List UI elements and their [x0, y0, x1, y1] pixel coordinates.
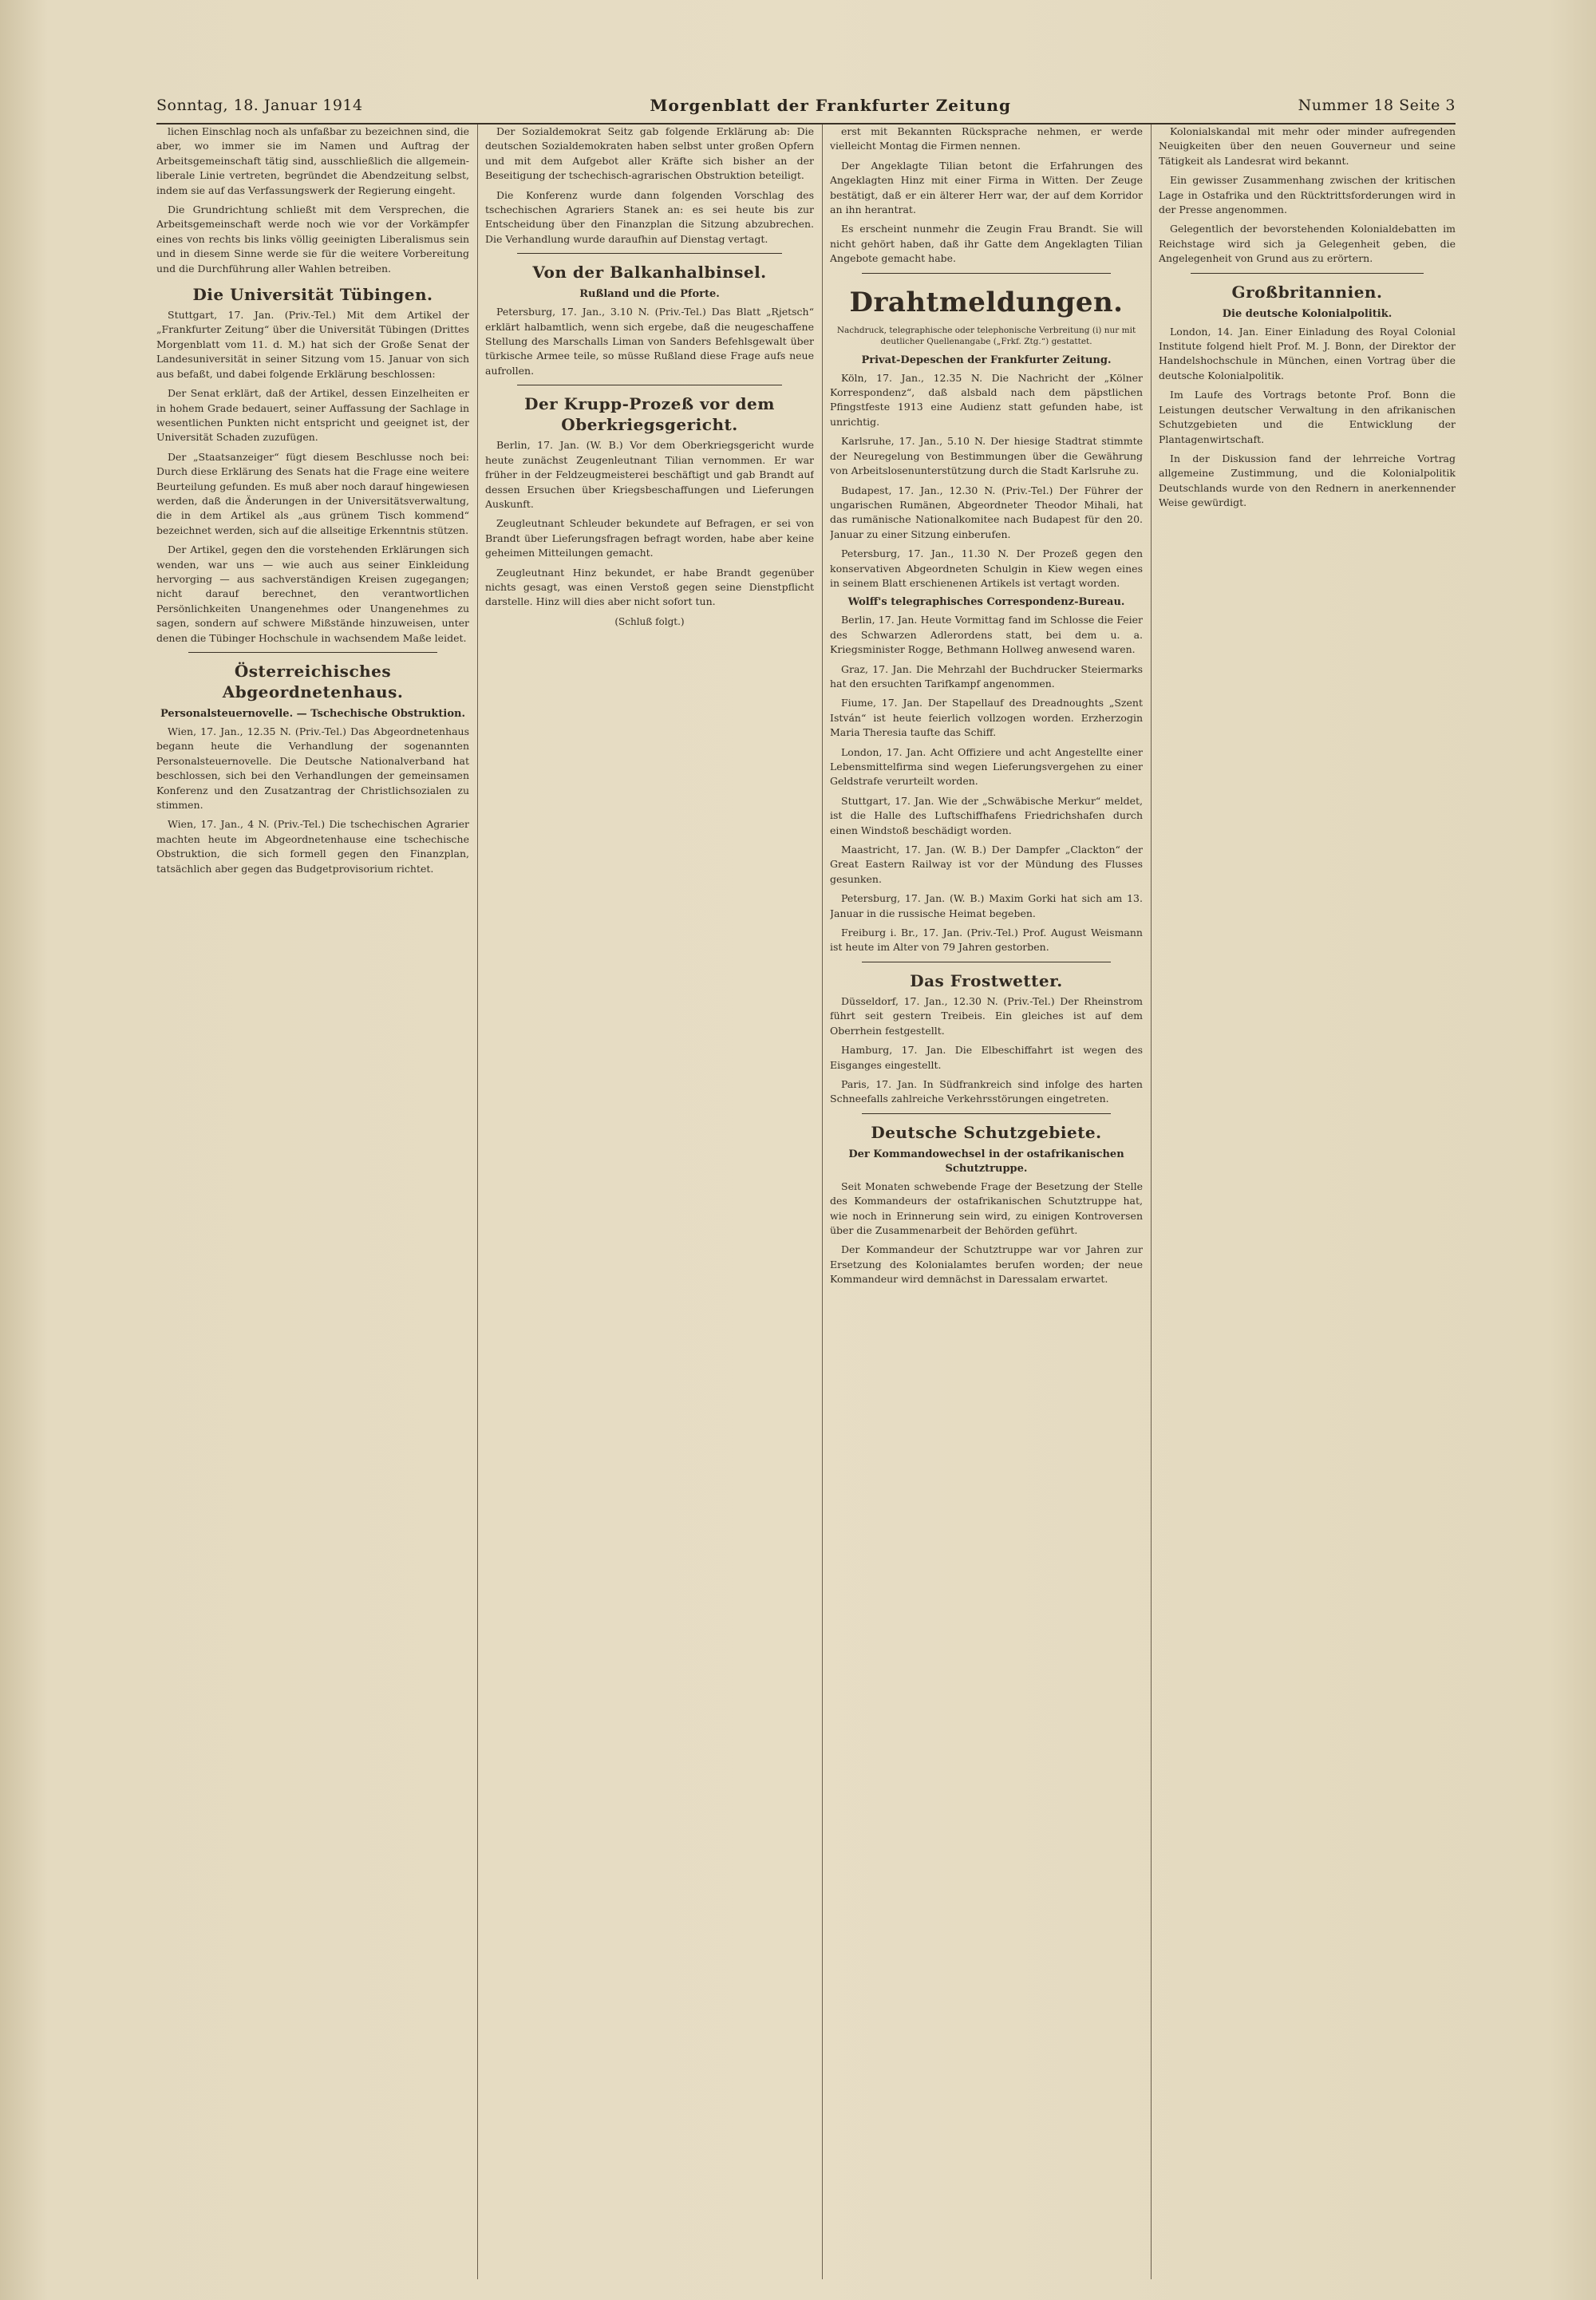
- subheadline: Personalsteuernovelle. — Tschechische Obstruktion.: [160, 708, 466, 720]
- paragraph: Köln, 17. Jan., 12.35 N. Die Nachricht der „Kölner Korrespondenz“, daß alsbald nach dem päpstlichen Pfingstfeste 1913 eine Audienz statt gefunden habe, ist unrichtig.: [830, 371, 1143, 428]
- headline-abgeordnetenhaus: Österreichisches Abgeordnetenhaus.: [222, 662, 404, 701]
- paragraph: Die Konferenz wurde dann folgenden Vorschlag des tschechischen Agrariers Stanek an: es sei heute bis zur Entscheidung über den Finanzplan die Sitzung abzubrechen. Die Verhandlung wurde daraufhin auf Dienstag vertagt.: [485, 188, 814, 245]
- page-header: [156, 89, 1456, 121]
- paragraph: Zeugleutnant Hinz bekundet, er habe Brandt gegenüber nichts gesagt, was einen Verstoß gegen seine Dienstpflicht darstelle. Hinz will dies aber nicht sofort tun.: [485, 566, 814, 608]
- header-date: Sonntag, 18. Januar 1914: [156, 97, 363, 114]
- divider: [188, 652, 437, 653]
- subheadline: Der Kommandowechsel in der ostafrikanischen Schutztruppe.: [848, 1148, 1124, 1175]
- paragraph: Wien, 17. Jan., 4 N. (Priv.-Tel.) Die tschechischen Agrarier machten heute im Abgeordnetenhause eine tschechische Obstruktion, die sich formell gegen den Finanzplan, tatsächlich aber gegen das Budgetprovisorium richtet.: [156, 818, 469, 875]
- paragraph: Maastricht, 17. Jan. (W. B.) Der Dampfer „Clackton“ der Great Eastern Railway ist vor der Mündung des Flusses gesunken.: [830, 844, 1143, 885]
- paragraph: Der Artikel, gegen den die vorstehenden Erklärungen sich wenden, war uns — wie auch aus seiner Einkleidung hervorging — aus sachverständigen Kreisen zugegangen; nicht darauf berechnet, den verantwortlichen Persönlichkeiten Unangenehmes oder Unangenehmes zu sagen, sondern auf schwere Mißstände hinzuweisen, unter denen die Tübinger Hochschule in wachsendem Maße leidet.: [156, 543, 469, 644]
- paragraph: Budapest, 17. Jan., 12.30 N. (Priv.-Tel.) Der Führer der ungarischen Rumänen, Abgeordneter Theodor Mihali, hat das rumänische Nationalkomitee nach Budapest für den 20. Januar zu einer Sitzung einberufen.: [830, 484, 1143, 540]
- continuation-note: (Schluß folgt.): [614, 615, 685, 627]
- column-1: [156, 124, 469, 2279]
- divider: [517, 253, 782, 254]
- paragraph: In der Diskussion fand der lehrreiche Vortrag allgemeine Zustimmung, und die Kolonialpolitik Deutschlands wurde von den Rednern in anerkennender Weise gewürdigt.: [1159, 452, 1456, 509]
- headline-schutzgebiete: Deutsche Schutzgebiete.: [871, 1122, 1102, 1142]
- headline-grossbritannien: Großbritannien.: [1231, 282, 1383, 302]
- paragraph: Die Grundrichtung schließt mit dem Versprechen, die Arbeitsgemeinschaft werde noch wie vor der Vorkämpfer eines von rechts bis links völlig geeinigten Liberalismus sein und in diesem Sinne werde sie für die weitere Vorbereitung und die Durchführung aller Wahlen betreiben.: [156, 204, 469, 275]
- column-separator: [822, 124, 823, 2279]
- paragraph: Karlsruhe, 17. Jan., 5.10 N. Der hiesige Stadtrat stimmte der Neuregelung von Bestimmungen über die Gewährung von Arbeitslosenunterstützung durch die Stadt Karlsruhe zu.: [830, 435, 1143, 477]
- paragraph: Im Laufe des Vortrags betonte Prof. Bonn die Leistungen deutscher Verwaltung in den afrikanischen Schutzgebieten und die Entwicklung der Plantagenwirtschaft.: [1159, 389, 1456, 445]
- paragraph: Petersburg, 17. Jan., 3.10 N. (Priv.-Tel.) Das Blatt „Rjetsch“ erklärt halbamtlich, wenn sich ergebe, daß die neugeschaffene Stellung des Marschalls Liman von Sanders Befehlsgewalt über türkische Armee teile, so müsse Rußland diese Frage aufs neue aufrollen.: [485, 306, 814, 377]
- divider: [862, 1113, 1111, 1114]
- subheadline: Rußland und die Pforte.: [579, 288, 720, 301]
- paragraph: Berlin, 17. Jan. Heute Vormittag fand im Schlosse die Feier des Schwarzen Adlerordens statt, bei dem u. a. Kriegsminister Rogge, Bethmann Hollweg anwesend waren.: [830, 614, 1143, 656]
- headline-tuebingen: Die Universität Tübingen.: [192, 285, 433, 305]
- divider: [862, 273, 1111, 274]
- headline-drahtmeldungen: Drahtmeldungen.: [849, 286, 1124, 318]
- subheadline: Wolff's telegraphisches Correspondenz-Bureau.: [847, 596, 1125, 609]
- paragraph: Der „Staatsanzeiger“ fügt diesem Beschlusse noch bei: Durch diese Erklärung des Senats hat die Frage eine weitere Beurteilung gefunden. Es muß aber noch darauf hingewiesen werden, daß die Änderungen in der Universitätsverwaltung, die in dem Artikel als „aus grünem Tisch kommend“ bezeichnet werden, sich auf die allseitige Erkenntnis stützen.: [156, 450, 469, 536]
- paragraph: Berlin, 17. Jan. (W. B.) Vor dem Oberkriegsgericht wurde heute zunächst Zeugenleutnant Tilian vernommen. Er war früher in der Feldzeugmeisterei beschäftigt und gab Brandt auf dessen Ersuchen über Kriegsbeschaffungen und Lieferungen Auskunft.: [485, 439, 814, 510]
- paragraph: Fiume, 17. Jan. Der Stapellauf des Dreadnoughts „Szent István“ ist heute feierlich vollzogen worden. Erzherzogin Maria Theresia taufte das Schiff.: [830, 697, 1143, 739]
- column-separator: [477, 124, 478, 2279]
- headline-frostwetter: Das Frostwetter.: [910, 970, 1063, 990]
- paragraph: Ein gewisser Zusammenhang zwischen der kritischen Lage in Ostafrika und den Rücktrittsforderungen wird in der Presse angenommen.: [1159, 174, 1456, 216]
- headline-krupp-prozess: Der Krupp-Prozeß vor dem Oberkriegsgericht.: [524, 394, 775, 435]
- paragraph: Petersburg, 17. Jan. (W. B.) Maxim Gorki hat sich am 13. Januar in die russische Heimat begeben.: [830, 892, 1143, 919]
- column-separator: [1151, 124, 1152, 2279]
- headline-balkan: Von der Balkanhalbinsel.: [532, 263, 767, 283]
- paragraph: Freiburg i. Br., 17. Jan. (Priv.-Tel.) Prof. August Weismann ist heute im Alter von 79 Jahren gestorben.: [830, 927, 1143, 954]
- paragraph: London, 17. Jan. Acht Offiziere und acht Angestellte einer Lebensmittelfirma sind wegen Lieferungsvergehen zu einer Geldstrafe verurteilt worden.: [830, 745, 1143, 788]
- paragraph: Seit Monaten schwebende Frage der Besetzung der Stelle des Kommandeurs der ostafrikanischen Schutztruppe hat, wie noch in Erinnerung sein wird, zu einigen Kontroversen über die Zusammenarbeit der Behörden geführt.: [830, 1180, 1143, 1236]
- subheadline: Die deutsche Kolonialpolitik.: [1222, 307, 1393, 320]
- paragraph: Paris, 17. Jan. In Südfrankreich sind infolge des harten Schneefalls zahlreiche Verkehrsstörungen eingetreten.: [830, 1077, 1143, 1105]
- paragraph: Der Sozialdemokrat Seitz gab folgende Erklärung ab: Die deutschen Sozialdemokraten haben selbst unter großen Opfern und mit dem Aufgebot aller Kräfte sich bisher an der Beseitigung der tschechisch-agrarischen Obstruktion beteiligt.: [485, 125, 814, 182]
- paragraph: Der Kommandeur der Schutztruppe war vor Jahren zur Ersetzung des Kolonialamtes berufen worden; der neue Kommandeur wird demnächst in Daressalam erwartet.: [830, 1243, 1143, 1286]
- paragraph: Wien, 17. Jan., 12.35 N. (Priv.-Tel.) Das Abgeordnetenhaus begann heute die Verhandlung der sogenannten Personalsteuernovelle. Die Deutsche Nationalverband hat beschlossen, sich bei den Verhandlungen der gemeinsamen Konferenz und den Zusatzantrag der Christlichsozialen zu stimmen.: [156, 725, 469, 812]
- paragraph: Stuttgart, 17. Jan. (Priv.-Tel.) Mit dem Artikel der „Frankfurter Zeitung“ über die Universität Tübingen (Drittes Morgenblatt vom 11. d. M.) hat sich der Große Senat der Landesuniversität in seiner Sitzung vom 15. Januar von sich aus befaßt, und dabei folgende Erklärung beschlossen:: [156, 309, 469, 380]
- paragraph: Kolonialskandal mit mehr oder minder aufregenden Neuigkeiten über den neuen Gouverneur und seine Tätigkeit als Landesrat wird bekannt.: [1159, 125, 1456, 167]
- paragraph: lichen Einschlag noch als unfaßbar zu bezeichnen sind, die aber, wo immer sie im Namen und Auftrag der Arbeitsgemeinschaft tätig sind, ausschließlich die allgemein-liberale Linie vertreten, begründet die Abendzeitung selbst, indem sie auf das Verfassungswerk der Regierung eingeht.: [156, 125, 469, 196]
- reprint-notice: Nachdruck, telegraphische oder telephonische Verbreitung (i) nur mit deutlicher Quellenangabe („Frkf. Ztg.“) gestattet.: [836, 325, 1136, 346]
- paragraph: London, 14. Jan. Einer Einladung des Royal Colonial Institute folgend hielt Prof. M. J. Bonn, der Direktor der Handelshochschule in München, einen Vortrag über die deutsche Kolonialpolitik.: [1159, 325, 1456, 381]
- paragraph: Zeugleutnant Schleuder bekundete auf Befragen, er sei von Brandt über Lieferungsfragen befragt worden, habe aber keine geheimen Mitteilungen gemacht.: [485, 517, 814, 559]
- header-page-number: Nummer 18 Seite 3: [1298, 97, 1456, 114]
- divider: [1191, 273, 1424, 274]
- paragraph: Der Senat erklärt, daß der Artikel, dessen Einzelheiten er in hohem Grade bedauert, seiner Auffassung der Sachlage in wesentlichen Punkten nicht entspricht und geeignet ist, der Universität Schaden zuzufügen.: [156, 387, 469, 444]
- paragraph: Es erscheint nunmehr die Zeugin Frau Brandt. Sie will nicht gehört haben, daß ihr Gatte dem Angeklagten Tilian Angebote gemacht habe.: [830, 223, 1143, 265]
- paragraph: Stuttgart, 17. Jan. Wie der „Schwäbische Merkur“ meldet, ist die Halle des Luftschiffhafens Friedrichshafen durch einen Windstoß beschädigt worden.: [830, 794, 1143, 836]
- paragraph: Gelegentlich der bevorstehenden Kolonialdebatten im Reichstage wird sich ja Gelegenheit geben, die Angelegenheit von Grund aus zu erörtern.: [1159, 223, 1456, 265]
- header-masthead: Morgenblatt der Frankfurter Zeitung: [650, 96, 1011, 115]
- paragraph: Hamburg, 17. Jan. Die Elbeschiffahrt ist wegen des Eisganges eingestellt.: [830, 1044, 1143, 1071]
- paragraph: Graz, 17. Jan. Die Mehrzahl der Buchdrucker Steiermarks hat den ersuchten Tarifkampf angenommen.: [830, 662, 1143, 690]
- column-3: [830, 124, 1143, 2279]
- subheadline: Privat-Depeschen der Frankfurter Zeitung.: [861, 354, 1112, 366]
- column-2: [485, 124, 814, 2279]
- paragraph: Düsseldorf, 17. Jan., 12.30 N. (Priv.-Tel.) Der Rheinstrom führt seit gestern Treibeis. Ein gleiches ist auf dem Oberrhein festgestellt.: [830, 994, 1143, 1037]
- paragraph: Der Angeklagte Tilian betont die Erfahrungen des Angeklagten Hinz mit einer Firma in Witten. Der Zeuge bestätigt, daß er ein älterer Herr war, der auf dem Korridor an ihn herantrat.: [830, 159, 1143, 216]
- paragraph: erst mit Bekannten Rücksprache nehmen, er werde vielleicht Montag die Firmen nennen.: [830, 125, 1143, 152]
- column-4: [1159, 124, 1456, 2279]
- paragraph: Petersburg, 17. Jan., 11.30 N. Der Prozeß gegen den konservativen Abgeordneten Schulgin in Kiew wegen eines in seinem Blatt erschienenen Artikels ist vertagt worden.: [830, 547, 1143, 589]
